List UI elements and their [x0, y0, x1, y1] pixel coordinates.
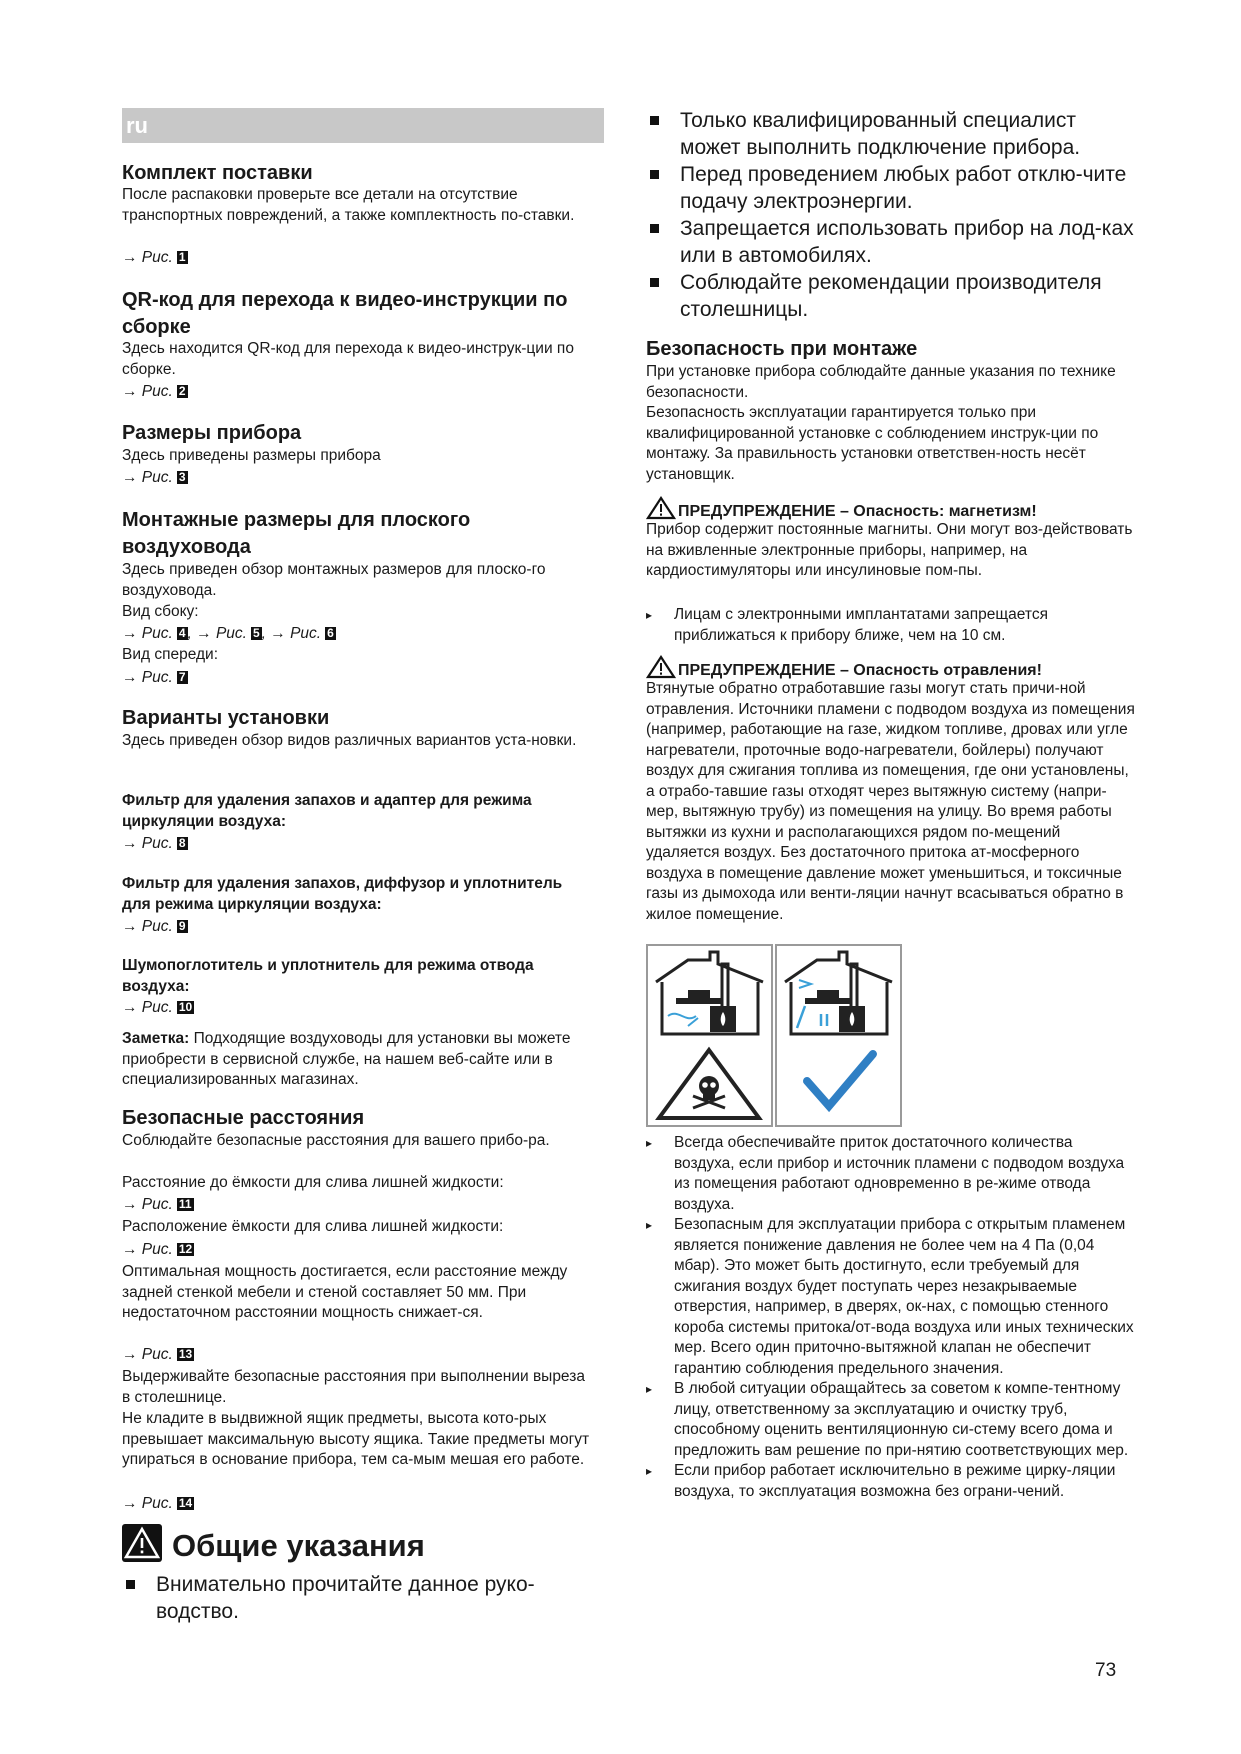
warning-magnetism-bullets [646, 605, 1126, 646]
section-title-variants: Варианты установки [122, 707, 330, 729]
warning-icon [122, 1524, 162, 1562]
hazard-pictogram [646, 944, 773, 1127]
delivery-text: После распаковки проверьте все детали на отсутствие транспортных повреждений, а также комплектность по-ставки. [122, 186, 575, 224]
mount-safety-text-1: При установке прибора соблюдайте данные указания по технике безопасности. [646, 363, 1116, 401]
list-item: ▸ Если прибор работает исключительно в режиме цирку-ляции воздуха, то эксплуатация возможна без ограни-чений. [646, 1461, 1136, 1502]
distances-text-1: Соблюдайте безопасные расстояния для вашего прибо-ра. [122, 1132, 550, 1149]
warning-magnetism-title: ПРЕДУПРЕЖДЕНИЕ – Опасность: магнетизм! [646, 496, 1037, 523]
list-item: Внимательно прочитайте данное руко-водство. [122, 1571, 592, 1625]
fig-ref: → Рис. 1 [122, 249, 186, 266]
safe-pictogram [775, 944, 902, 1127]
section-title-dimensions: Размеры прибора [122, 422, 302, 444]
fig-ref-side: → Рис. 4 , → Рис. 5 , → Рис. 6 [122, 625, 334, 642]
list-item: Запрещается использовать прибор на лод-ках или в автомобилях. [646, 215, 1136, 269]
list-item: ▸ В любой ситуации обращайтесь за советом к компе-тентному лицу, ответственному за эксплуатацию и очистку труб, способному оценить вентиляционную си-стему всего дома и предложить вам решение по при-нятию соответствующих мер. [646, 1379, 1136, 1461]
language-code: ru [126, 113, 148, 138]
fig-ref: → Рис. 13 [122, 1346, 193, 1363]
fig-ref: → Рис. 8 [122, 835, 186, 852]
skull-warning-icon [659, 1050, 759, 1118]
warning-triangle-icon [646, 496, 676, 520]
section-title-mount-safety: Безопасность при монтаже [646, 338, 918, 360]
distances-text-4: Оптимальная мощность достигается, если расстояние между задней стенкой мебели и стеной составляет 50 мм. При недостаточном расстоянии мощность снижает-ся. [122, 1263, 568, 1321]
front-view-label: Вид спереди: [122, 646, 219, 663]
variant-2-title: Фильтр для удаления запахов, диффузор и уплотнитель для режима циркуляции воздуха: [122, 875, 563, 913]
warning-triangle-icon [646, 655, 676, 679]
fig-ref: → Рис. 11 [122, 1196, 192, 1213]
page-number: 73 [1095, 1660, 1117, 1681]
language-bar [122, 108, 604, 143]
section-title-mounting-dimensions: Монтажные размеры для плоского воздуховода [122, 509, 471, 558]
variant-3-title: Шумопоглотитель и уплотнитель для режима отвода воздуха: [122, 957, 534, 995]
list-item: ▸ Всегда обеспечивайте приток достаточного количества воздуха, если прибор и источник пламени с подводом воздуха из помещения работают одновременно в ре-жиме отвода воздуха. [646, 1133, 1136, 1215]
mounting-text: Здесь приведен обзор монтажных размеров для плоско-го воздуховода. [122, 561, 546, 599]
distances-text-2: Расстояние до ёмкости для слива лишней жидкости: [122, 1174, 504, 1191]
list-item: ▸ Лицам с электронными имплантатами запрещается приближаться к прибору ближе, чем на 10 см. [646, 605, 1126, 646]
list-item: Соблюдайте рекомендации производителя столешницы. [646, 269, 1136, 323]
variant-1-title: Фильтр для удаления запахов и адаптер для режима циркуляции воздуха: [122, 792, 532, 830]
fig-ref: → Рис. 3 [122, 469, 186, 486]
variants-text: Здесь приведен обзор видов различных вариантов уста-новки. [122, 732, 577, 749]
general-notes-heading: Общие указания [122, 1524, 425, 1566]
checkmark-icon [807, 1054, 873, 1106]
air-flow-icon [668, 1014, 696, 1019]
warning-poisoning-text: Втянутые обратно отработавшие газы могут стать причи-ной отравления. Источники пламени с подводом воздуха из помещения (например, работающие на газе, жидком топливе, дровах или угле нагреватели, проточные водо-нагреватели, бойлеры) получают воздух для сжигания топлива из помещения, где они установлены, а отрабо-тавшие газы отходят через вытяжную систему (напри-мер, вытяжную трубу) из помещения на улицу. Во время работы вытяжки из кухни и располагающихся рядом по-мещений удаляется воздух. Без достаточного притока ат-мосферного воздуха в помещение давление может уменьшиться, и токсичные газы из дымохода или венти-ляции начнут всасываться обратно в жилое помещение. [646, 680, 1135, 923]
mount-safety-text-2: Безопасность эксплуатации гарантируется только при квалифицированной установке с соблюдением инструк-ции по монтажу. За правильность установки ответствен-ность несёт установщик. [646, 404, 1099, 483]
note: Заметка: Подходящие воздуховоды для установки вы можете приобрести в сервисной службе, на нашем веб-сайте или в специализированных магазинах. [122, 1030, 571, 1088]
section-title-delivery: Комплект поставки [122, 162, 313, 184]
fig-ref-front: → Рис. 7 [122, 669, 186, 686]
warning-poisoning-title: ПРЕДУПРЕЖДЕНИЕ – Опасность отравления! [646, 655, 1042, 682]
section-title-safe-distances: Безопасные расстояния [122, 1107, 365, 1129]
fig-ref: → Рис. 10 [122, 999, 193, 1016]
distances-text-6: Не кладите в выдвижной ящик предметы, высота кото-рых превышает максимальную высоту ящика. Такие предметы могут упираться в основание прибора, тем са-мым мешая его работе. [122, 1410, 590, 1468]
side-view-label: Вид сбоку: [122, 603, 199, 620]
list-item: Только квалифицированный специалист может выполнить подключение прибора. [646, 107, 1136, 161]
general-bullets [122, 1571, 592, 1625]
fig-ref: → Рис. 12 [122, 1241, 193, 1258]
section-title-qr: QR-код для перехода к видео-инструкции по сборке [122, 289, 568, 338]
distances-text-5: Выдерживайте безопасные расстояния при выполнении выреза в столешнице. [122, 1368, 585, 1406]
air-flow-icon [797, 1006, 827, 1028]
qr-text: Здесь находится QR-код для перехода к видео-инструк-ции по сборке. [122, 340, 574, 378]
distances-text-3: Расположение ёмкости для слива лишней жидкости: [122, 1218, 504, 1235]
poisoning-bullets [646, 1133, 1136, 1502]
fig-ref: → Рис. 14 [122, 1495, 193, 1512]
list-item: Перед проведением любых работ отклю-чите подачу электроэнергии. [646, 161, 1136, 215]
list-item: ▸ Безопасным для эксплуатации прибора с открытым пламенем является понижение давления не более чем на 4 Па (0,04 мбар). Это может быть достигнуто, если требуемый для сжигания воздух будет поступать через незакрываемые отверстия, например, в дверях, ок-нах, с помощью стенного короба системы притока/от-вода воздуха или иных технических мер. Всего один приточно-вытяжной клапан не обеспечит гарантию соблюдения предельного значения. [646, 1215, 1136, 1379]
warning-magnetism-text: Прибор содержит постоянные магниты. Они могут воз-действовать на вживленные электронные приборы, например, на кардиостимуляторы или инсулиновые пом-пы. [646, 521, 1133, 579]
fig-ref: → Рис. 9 [122, 918, 186, 935]
hood-icon [817, 990, 839, 998]
hood-icon [688, 990, 710, 998]
dimensions-text: Здесь приведены размеры прибора [122, 447, 381, 464]
fig-ref: → Рис. 2 [122, 383, 186, 400]
safety-bullets [646, 107, 1136, 323]
